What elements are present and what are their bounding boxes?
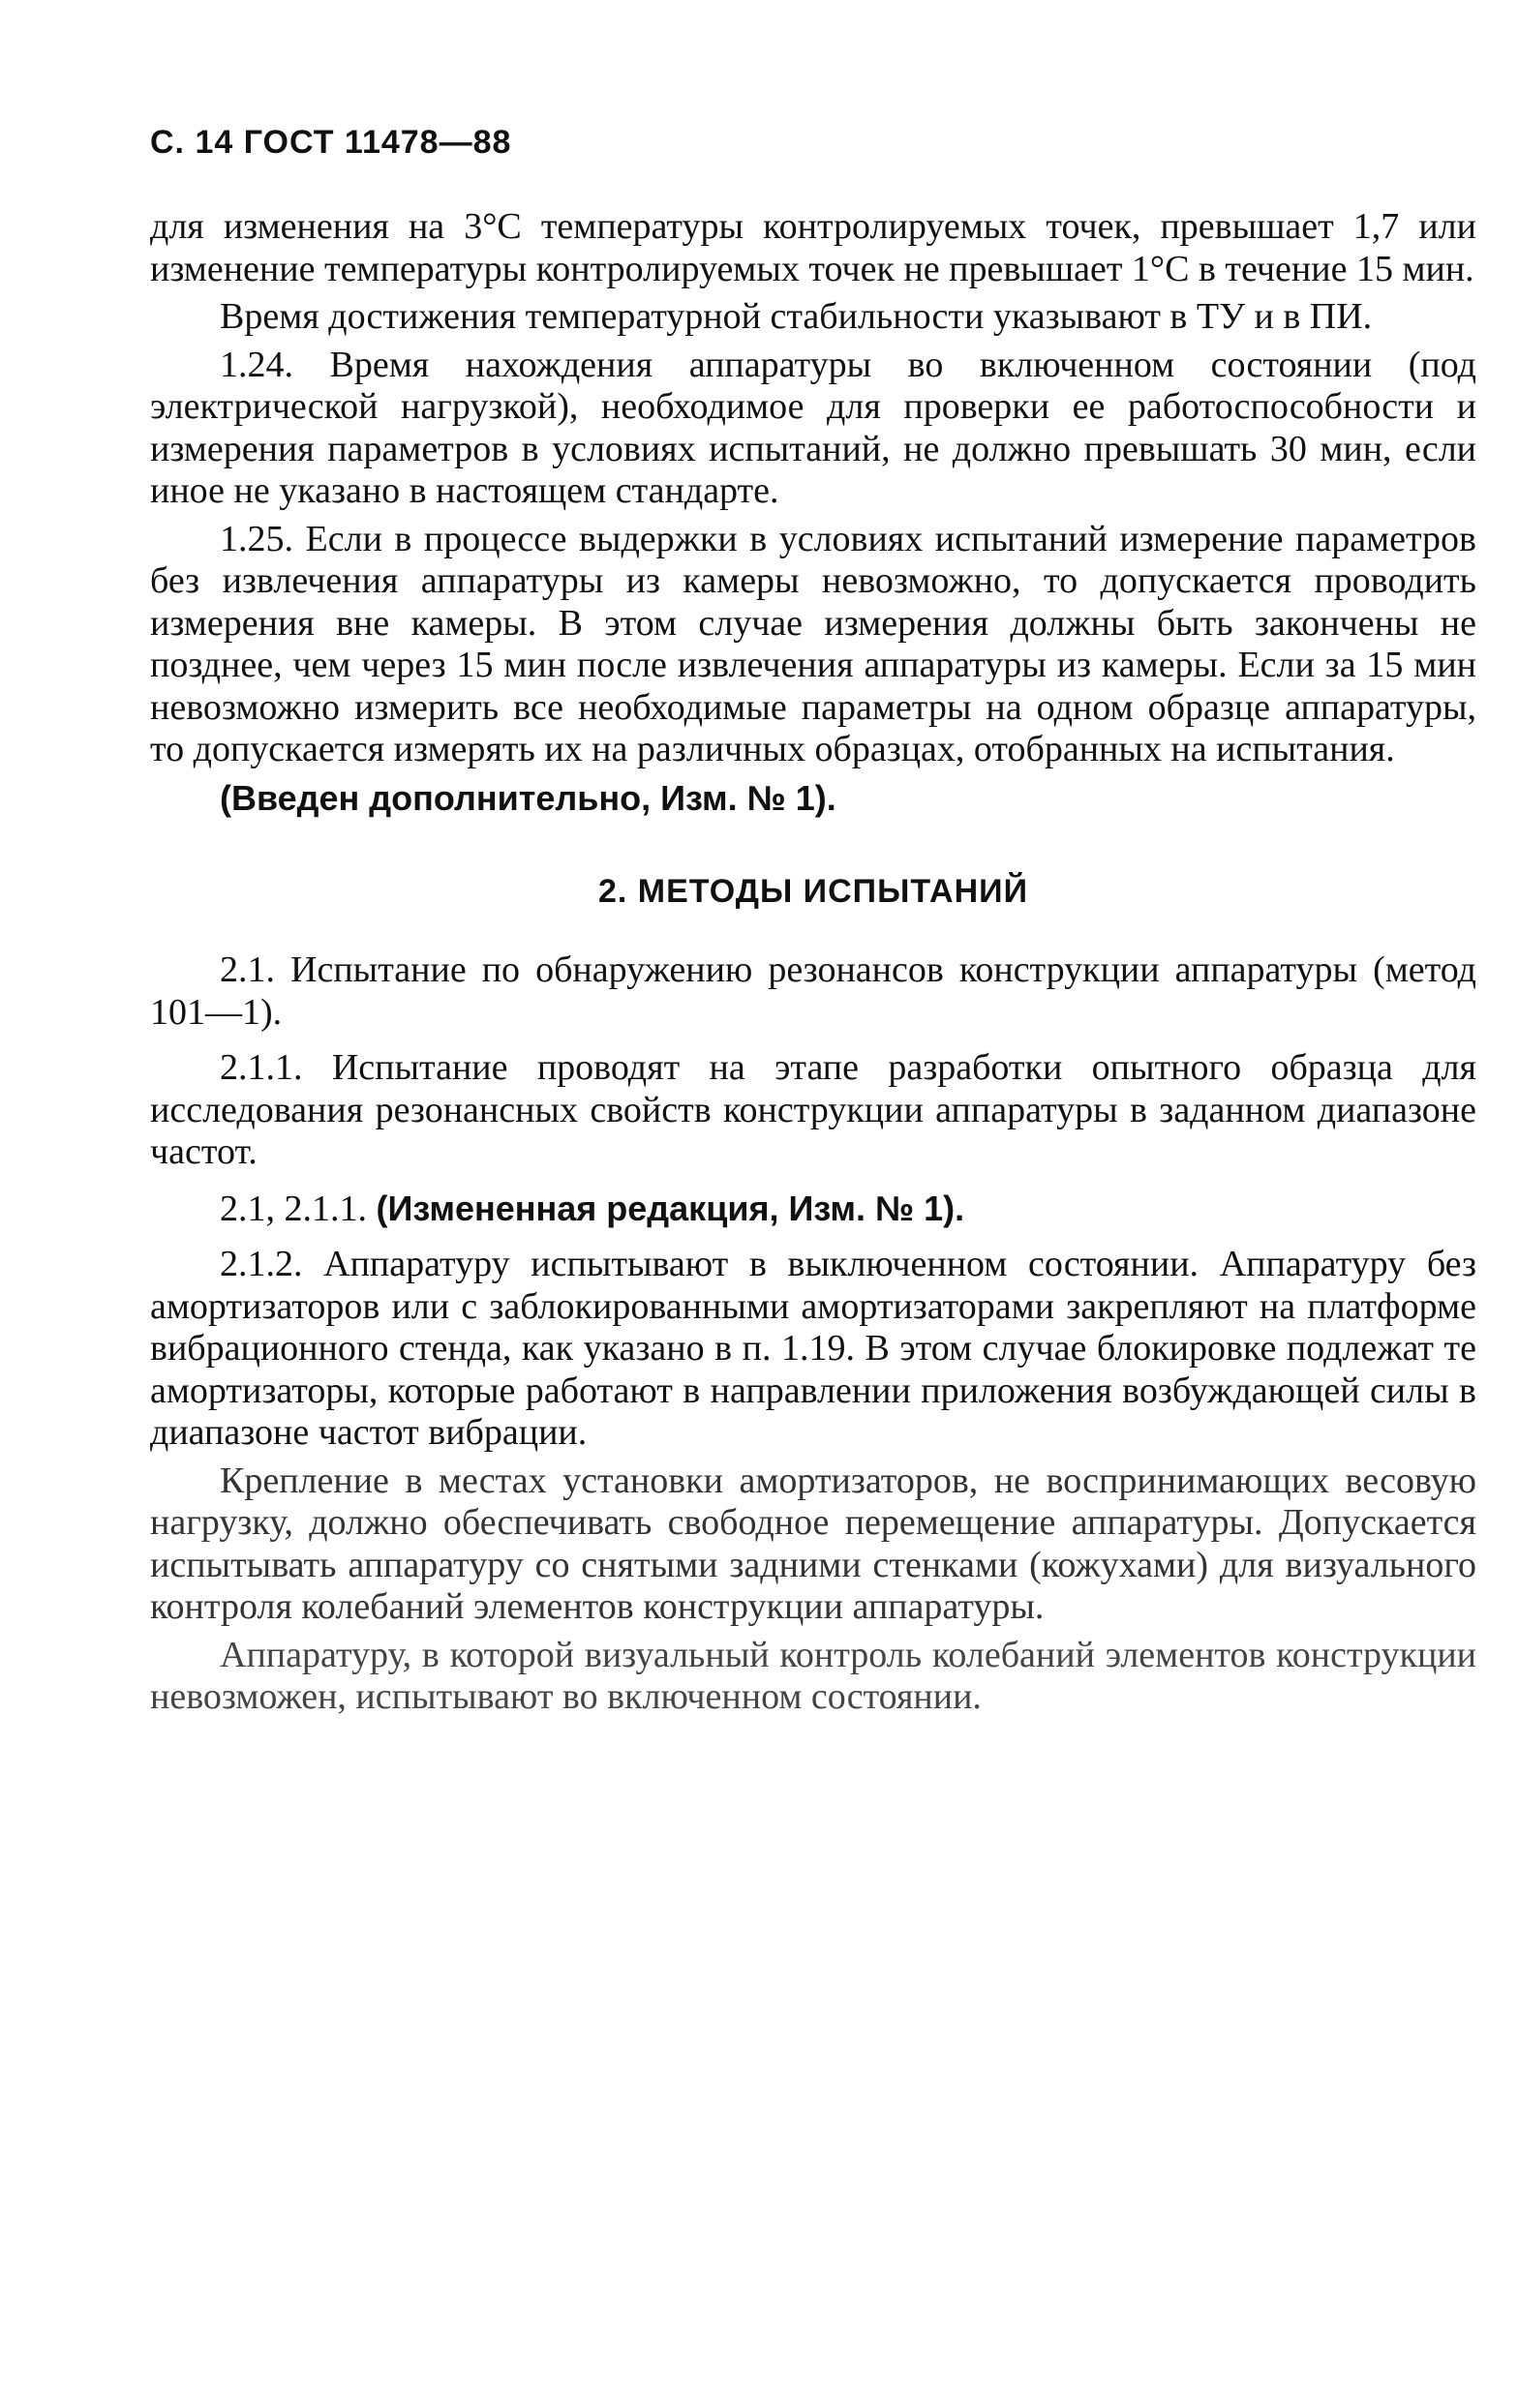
amendment-note-1: (Введен дополнительно, Изм. № 1). [220, 777, 836, 818]
paragraph-continuation: для изменения на 3°С температуры контролируемых точек, превышает 1,7 или изменение температуры контролируемых точек не превышает 1°С в течение 15 мин. [150, 206, 1476, 289]
amendment-note-2-prefix: 2.1, 2.1.1. [220, 1188, 377, 1229]
paragraph-2-1-2: 2.1.2. Аппаратуру испытывают в выключенном состоянии. Аппаратуру без амортизаторов или с заблокированными амортизаторами закрепляют на платформе вибрационного стенда, как указано в п. 1.19. В этом случае блокировке подлежат те амортизаторы, которые работают в направлении приложения возбуждающей силы в диапазоне частот вибрации. [150, 1244, 1476, 1453]
paragraph-1-24: 1.24. Время нахождения аппаратуры во включенном состоянии (под электрической нагрузкой), необходимое для проверки ее работоспособности и измерения параметров в условиях испытаний, не должно превышать 30 мин, если иное не указано в настоящем стандарте. [150, 344, 1476, 511]
paragraph-2-1: 2.1. Испытание по обнаружению резонансов конструкции аппаратуры (метод 101—1). [150, 949, 1476, 1033]
page-header: С. 14 ГОСТ 11478—88 [150, 124, 512, 161]
amendment-note-2 [150, 1188, 1476, 1231]
paragraph-mounting: Крепление в местах установки амортизаторов, не воспринимающих весовую нагрузку, должно обеспечивать свободное перемещение аппаратуры. Допускается испытывать аппаратуру со снятыми задними стенками (кожухами) для визуального контроля колебаний элементов конструкции аппаратуры. [150, 1460, 1476, 1627]
paragraph-visual-control: Аппаратуру, в которой визуальный контроль колебаний элементов конструкции невозможен, испытывают во включенном состоянии. [150, 1634, 1476, 1717]
amendment-note-2-bold: (Измененная редакция, Изм. № 1). [376, 1188, 965, 1228]
paragraph-2-1-1: 2.1.1. Испытание проводят на этапе разработки опытного образца для исследования резонансных свойств конструкции аппаратуры в заданном диапазоне частот. [150, 1047, 1476, 1172]
section-title: 2. МЕТОДЫ ИСПЫТАНИЙ [598, 873, 1028, 910]
paragraph-stability-time: Время достижения температурной стабильности указывают в ТУ и в ПИ. [220, 296, 1373, 337]
document-body [150, 206, 1476, 1719]
paragraph-1-25: 1.25. Если в процессе выдержки в условиях испытаний измерение параметров без извлечения аппаратуры из камеры невозможно, то допускается проводить измерения вне камеры. В этом случае измерения должны быть закончены не позднее, чем через 15 мин после извлечения аппаратуры из камеры. Если за 15 мин невозможно измерить все необходимые параметры на одном образце аппаратуры, то допускается измерять их на различных образцах, отобранных на испытания. [150, 518, 1476, 769]
